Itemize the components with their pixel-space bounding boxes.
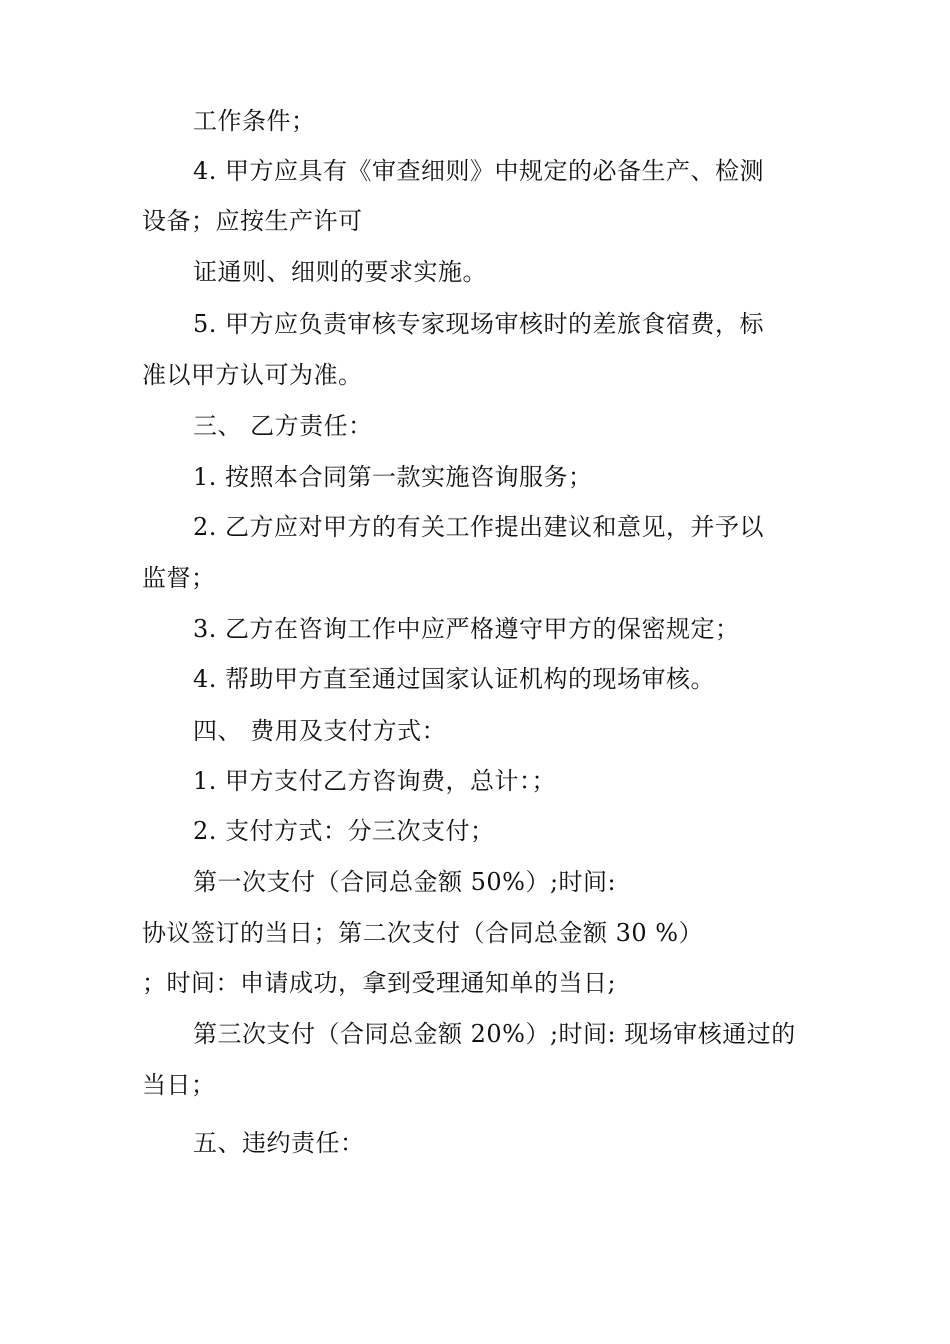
text-line-14: 1. 甲方支付乙方咨询费，总计：； bbox=[193, 767, 557, 795]
text-line-11: 3. 乙方在咨询工作中应严格遵守甲方的保密规定； bbox=[193, 615, 740, 643]
text-line-18: ；时间：申请成功，拿到受理通知单的当日; bbox=[142, 969, 617, 997]
text-line-12: 4. 帮助甲方直至通过国家认证机构的现场审核。 bbox=[193, 665, 716, 693]
text-line-10: 监督； bbox=[142, 564, 216, 592]
text-line-20: 当日； bbox=[142, 1071, 216, 1099]
text-line-17: 协议签订的当日；第二次支付（合同总金额 30 %） bbox=[142, 919, 704, 947]
section-heading-5: 五、违约责任： bbox=[193, 1129, 365, 1157]
text-line-1: 工作条件； bbox=[193, 107, 316, 135]
text-line-8: 1. 按照本合同第一款实施咨询服务； bbox=[193, 463, 593, 491]
text-line-16: 第一次支付（合同总金额 50%）;时间: bbox=[193, 868, 617, 896]
text-line-2: 4. 甲方应具有《审查细则》中规定的必备生产、检测 bbox=[193, 157, 765, 185]
text-line-9: 2. 乙方应对甲方的有关工作提出建议和意见，并予以 bbox=[193, 513, 765, 541]
text-line-5: 5. 甲方应负责审核专家现场审核时的差旅食宿费，标 bbox=[193, 310, 765, 338]
text-line-15: 2. 支付方式：分三次支付； bbox=[193, 817, 495, 845]
text-line-4: 证通则、细则的要求实施。 bbox=[193, 258, 487, 286]
text-line-19: 第三次支付（合同总金额 20%）;时间: 现场审核通过的 bbox=[193, 1020, 796, 1048]
text-line-6: 准以甲方认可为准。 bbox=[142, 361, 363, 389]
section-heading-4: 四、 费用及支付方式： bbox=[193, 717, 447, 745]
section-heading-3: 三、 乙方责任： bbox=[193, 412, 373, 440]
text-line-3: 设备；应按生产许可 bbox=[142, 207, 363, 235]
